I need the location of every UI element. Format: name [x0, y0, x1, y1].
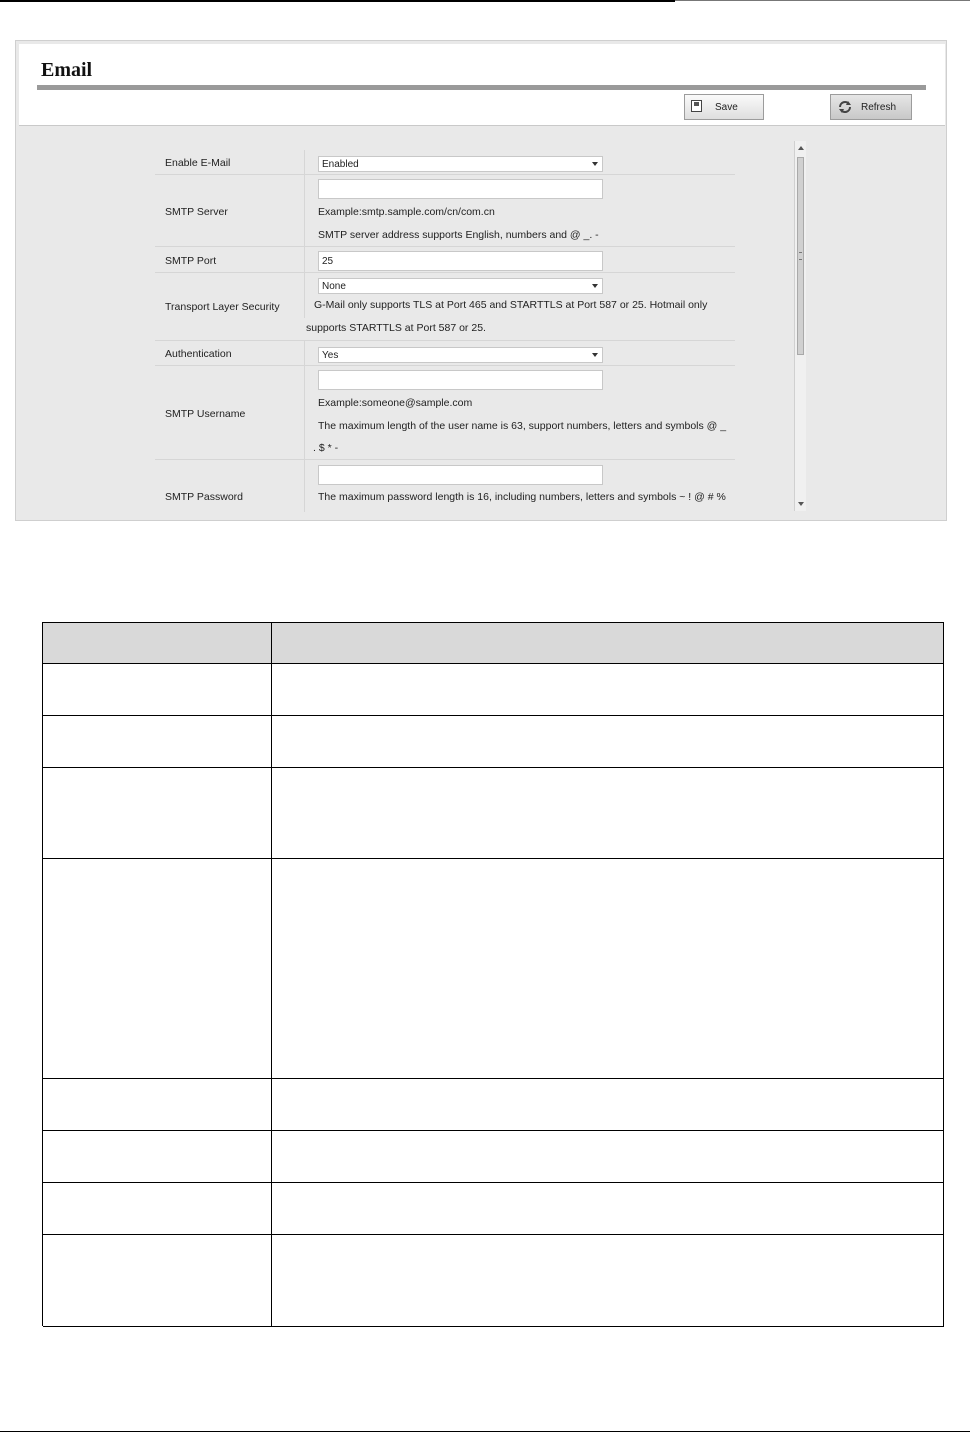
- page-top-rule: [0, 0, 675, 2]
- smtp-username-example: Example:someone@sample.com: [318, 397, 473, 409]
- smtp-username-hint-line1: The maximum length of the user name is 63, support numbers, letters and symbols @ _: [318, 420, 727, 432]
- table-row: [43, 716, 944, 768]
- page-title: Email: [41, 59, 93, 81]
- column-separator: [304, 366, 305, 459]
- table-cell: [43, 1235, 272, 1326]
- email-settings-form: [155, 150, 735, 512]
- column-separator: [304, 460, 305, 512]
- table-row: [43, 664, 944, 716]
- smtp-username-label: SMTP Username: [165, 408, 246, 420]
- refresh-icon: [837, 99, 853, 115]
- authentication-label: Authentication: [165, 348, 232, 360]
- smtp-server-example: Example:smtp.sample.com/cn/com.cn: [318, 206, 495, 218]
- refresh-button[interactable]: [830, 94, 912, 120]
- column-separator: [304, 150, 305, 174]
- scrollbar-thumb[interactable]: [797, 157, 804, 355]
- chevron-down-icon: [592, 162, 598, 166]
- refresh-button-label: Refresh: [861, 102, 897, 113]
- enable-email-label: Enable E-Mail: [165, 157, 231, 169]
- smtp-server-input[interactable]: [318, 179, 603, 199]
- table-header-cell: [272, 623, 944, 663]
- table-row: [43, 1079, 944, 1131]
- table-cell: [43, 664, 272, 715]
- column-separator: [304, 247, 305, 272]
- page-top-rule-light: [675, 0, 970, 1]
- tls-select[interactable]: [318, 278, 603, 294]
- scroll-up-arrow-icon[interactable]: [798, 146, 804, 150]
- table-cell: [43, 1183, 272, 1234]
- tls-label: Transport Layer Security: [165, 301, 280, 313]
- form-row-enable-email: [155, 150, 735, 175]
- form-row-smtp-port: [155, 247, 735, 273]
- smtp-password-input[interactable]: [318, 465, 603, 485]
- table-row: [43, 859, 944, 1079]
- table-cell: [272, 1235, 944, 1326]
- table-row: [43, 1235, 944, 1327]
- smtp-server-hint: SMTP server address supports English, numbers and @ _. -: [318, 229, 599, 241]
- smtp-server-label: SMTP Server: [165, 206, 228, 218]
- table-cell: [43, 716, 272, 767]
- table-cell: [43, 1131, 272, 1182]
- page-bottom-rule: [0, 1431, 970, 1432]
- save-button[interactable]: [684, 94, 764, 120]
- table-cell: [272, 1183, 944, 1234]
- table-cell: [272, 1131, 944, 1182]
- column-separator: [304, 273, 305, 318]
- column-separator: [304, 341, 305, 365]
- title-underline-bar: [37, 85, 926, 90]
- form-row-smtp-server: [155, 175, 735, 247]
- chevron-down-icon: [592, 353, 598, 357]
- table-cell: [272, 664, 944, 715]
- table-row: [43, 1183, 944, 1235]
- grip-icon: [799, 252, 802, 260]
- table-cell: [43, 859, 272, 1078]
- table-header-row: [43, 623, 944, 664]
- save-button-label: Save: [715, 102, 738, 113]
- smtp-password-hint: The maximum password length is 16, including numbers, letters and symbols ~ ! @ # %: [318, 491, 726, 503]
- smtp-username-hint-line2: . $ * -: [313, 442, 339, 454]
- smtp-username-input[interactable]: [318, 370, 603, 390]
- enable-email-select[interactable]: [318, 156, 603, 172]
- table-row: [43, 768, 944, 859]
- form-row-authentication: [155, 341, 735, 366]
- document-table: [42, 622, 944, 1326]
- table-cell: [272, 859, 944, 1078]
- email-settings-screenshot: [15, 40, 947, 521]
- enable-email-value: Enabled: [322, 159, 359, 170]
- tls-value: None: [322, 281, 346, 292]
- table-cell: [43, 1079, 272, 1130]
- chevron-down-icon: [592, 284, 598, 288]
- table-cell: [272, 1079, 944, 1130]
- smtp-port-label: SMTP Port: [165, 255, 217, 267]
- tls-hint-line2: supports STARTTLS at Port 587 or 25.: [306, 322, 486, 334]
- form-row-smtp-password: [155, 460, 735, 512]
- table-cell: [272, 768, 944, 858]
- form-row-smtp-username: [155, 366, 735, 460]
- tls-hint-line1: G-Mail only supports TLS at Port 465 and STARTTLS at Port 587 or 25. Hotmail only: [314, 299, 708, 311]
- smtp-password-label: SMTP Password: [165, 491, 243, 503]
- form-row-tls: [155, 273, 735, 341]
- authentication-select[interactable]: [318, 347, 603, 363]
- save-icon: [691, 100, 702, 112]
- column-separator: [304, 175, 305, 246]
- smtp-port-input[interactable]: [318, 251, 603, 271]
- table-cell: [272, 716, 944, 767]
- authentication-value: Yes: [322, 350, 339, 361]
- email-header: [19, 44, 945, 126]
- table-cell: [43, 768, 272, 858]
- form-scrollbar[interactable]: [794, 141, 806, 511]
- table-header-cell: [43, 623, 272, 663]
- table-row: [43, 1131, 944, 1183]
- scroll-down-arrow-icon[interactable]: [798, 502, 804, 506]
